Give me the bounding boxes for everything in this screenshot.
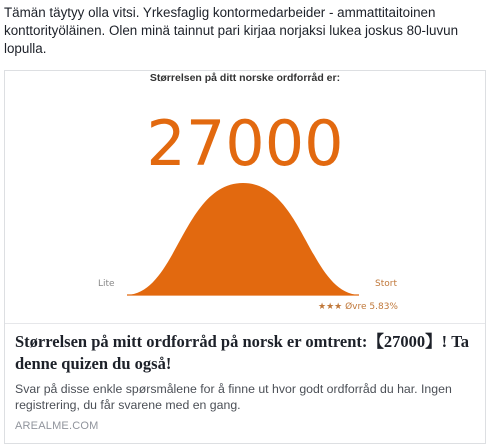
link-domain: AREALME.COM xyxy=(15,420,99,432)
link-preview-card[interactable] xyxy=(4,70,486,444)
preview-heading: Størrelsen på ditt norske ordforråd er: xyxy=(149,72,341,84)
vocabulary-result-graphic xyxy=(5,71,485,323)
bell-curve xyxy=(127,183,359,295)
link-info[interactable] xyxy=(15,331,475,432)
label-stort: Stort xyxy=(375,279,397,289)
preview-image[interactable] xyxy=(5,71,485,324)
link-title[interactable]: Størrelsen på mitt ordforråd på norsk er omtrent:【27000】! Ta denne quizen du også! xyxy=(15,332,470,373)
post-text: Tämän täytyy olla vitsi. Yrkesfaglig kontormedarbeider - ammattitaitoinen konttorityöläinen. Olen minä tainnut pari kirjaa norjaksi lukea joskus 80-luvun lopulla. xyxy=(4,5,459,56)
link-description: Svar på disse enkle spørsmålene for å finne ut hvor godt ordforråd du har. Ingen registrering, du får svarene med en gang. xyxy=(15,382,452,412)
vocabulary-score: 27000 xyxy=(146,107,344,180)
label-lite: Lite xyxy=(98,279,115,289)
rating-stars: ★★★ Øvre 5.83% xyxy=(318,302,398,312)
